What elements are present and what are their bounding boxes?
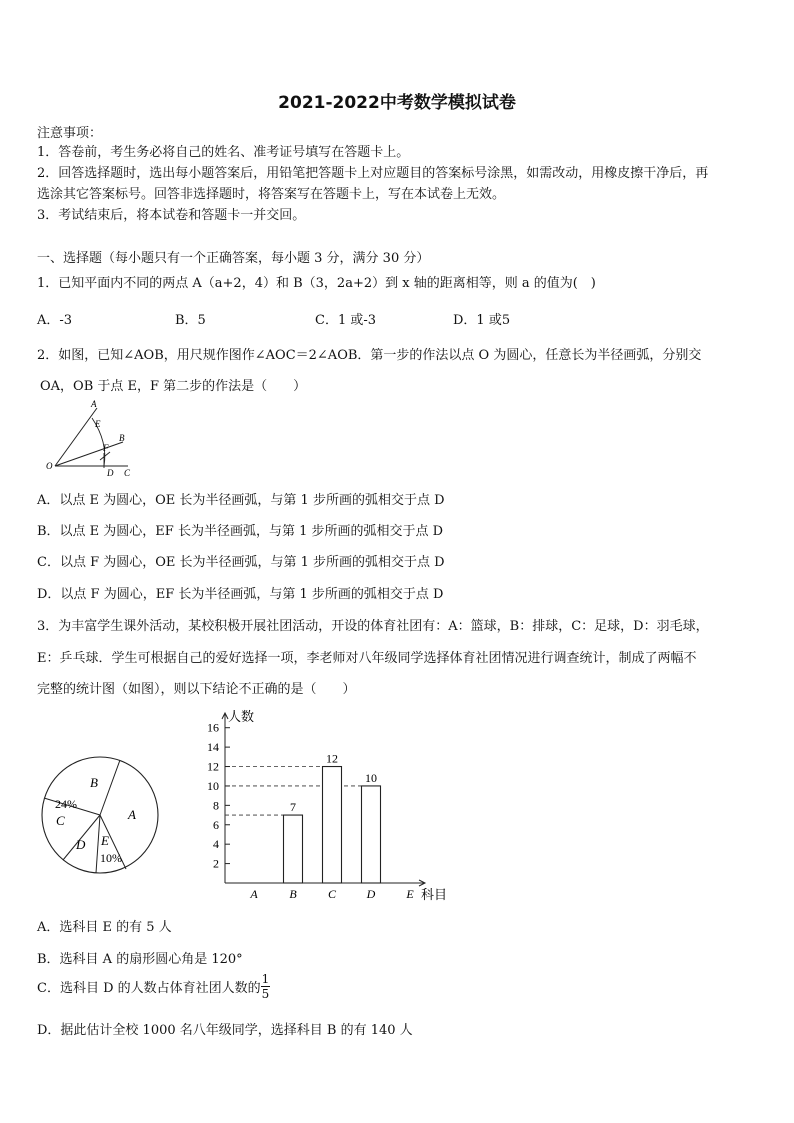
- q3-stem-line3: 完整的统计图（如图），则以下结论不正确的是（ ）: [37, 682, 356, 697]
- bar-D: [362, 786, 381, 883]
- pie-percent-e: 10%: [100, 851, 122, 865]
- y-tick-label: 8: [213, 798, 219, 813]
- y-tick-label: 14: [207, 740, 219, 755]
- y-tick-label: 10: [207, 778, 219, 793]
- q1-stem: 1．已知平面内不同的两点 A（a+2，4）和 B（3，2a+2）到 x 轴的距离相等，则 a 的值为( ): [37, 276, 596, 291]
- notice-item: 1．答卷前，考生务必将自己的姓名、准考证号填写在答题卡上。: [37, 145, 410, 160]
- q3-stem-line2: E：乒乓球．学生可根据自己的爱好选择一项，李老师对八年级同学选择体育社团情况进行调查统计，制成了两幅不: [37, 651, 697, 666]
- pie-chart: [38, 755, 168, 880]
- bar-value-label: 10: [365, 770, 377, 785]
- label-f: F: [103, 443, 109, 453]
- pie-label-a: A: [128, 807, 136, 822]
- label-e: E: [95, 419, 101, 429]
- page-title: 2021-2022中考数学模拟试卷: [278, 93, 516, 113]
- notice-item: 选涂其它答案标号。回答非选择题时，将答案写在答题卡上，写在本试卷上无效。: [37, 187, 506, 202]
- q3-option-c-text: C．选科目 D 的人数占体育社团人数的: [37, 981, 261, 996]
- x-tick-label: B: [289, 887, 297, 901]
- y-tick-label: 6: [213, 817, 219, 832]
- notice-item: 3．考试结束后，将本试卷和答题卡一并交回。: [37, 208, 306, 223]
- label-b: B: [119, 433, 125, 443]
- q2-option-d: D．以点 F 为圆心，EF 长为半径画弧，与第 1 步所画的弧相交于点 D: [37, 587, 444, 602]
- q2-stem-line2: OA，OB 于点 E，F 第二步的作法是（ ）: [40, 379, 307, 394]
- x-axis-title: 科目: [421, 887, 448, 902]
- section-heading: 一、选择题（每小题只有一个正确答案，每小题 3 分，满分 30 分）: [37, 251, 430, 266]
- ray-ob: [55, 442, 123, 466]
- ray-oa: [55, 408, 97, 466]
- pie-label-e: E: [101, 833, 109, 848]
- bar-value-label: 12: [326, 751, 338, 766]
- q3-option-a: A．选科目 E 的有 5 人: [37, 920, 172, 935]
- y-axis-title: 人数: [228, 709, 255, 724]
- angle-construction-figure: [40, 398, 140, 478]
- fraction-numerator: 1: [261, 972, 270, 986]
- q3-option-d: D．据此估计全校 1000 名八年级同学，选择科目 B 的有 140 人: [37, 1023, 413, 1038]
- notice-heading: 注意事项：: [37, 126, 103, 141]
- q1-option-c: C．1 或-3: [315, 313, 377, 328]
- q2-option-a: A．以点 E 为圆心，OE 长为半径画弧，与第 1 步所画的弧相交于点 D: [37, 493, 445, 508]
- pie-label-d: D: [76, 837, 86, 852]
- pie-percent-c: 24%: [55, 797, 77, 811]
- x-tick-label: A: [250, 887, 258, 901]
- pie-divider: [100, 760, 120, 815]
- q3-stem-line1: 3．为丰富学生课外活动，某校积极开展社团活动，开设的体育社团有：A：篮球，B：排球，C：足球，D：羽毛球，: [37, 619, 709, 634]
- y-tick-label: 12: [207, 759, 219, 774]
- pie-label-b: B: [90, 775, 98, 790]
- q3-option-c: [37, 972, 270, 1001]
- notice-item: 2．回答选择题时，选出每小题答案后，用铅笔把答题卡上对应题目的答案标号涂黑，如需改动，用橡皮擦干净后，再: [37, 166, 709, 181]
- q1-option-b: B．5: [175, 313, 206, 328]
- q2-option-b: B．以点 E 为圆心，EF 长为半径画弧，与第 1 步所画的弧相交于点 D: [37, 524, 444, 539]
- y-tick-label: 4: [213, 837, 219, 852]
- q1-option-d: D．1 或5: [453, 313, 511, 328]
- q2-option-c: C．以点 F 为圆心，OE 长为半径画弧，与第 1 步所画的弧相交于点 D: [37, 555, 445, 570]
- x-tick-label: E: [406, 887, 414, 901]
- y-tick-label: 2: [213, 856, 219, 871]
- x-tick-label: C: [327, 887, 337, 901]
- label-o: O: [46, 461, 53, 471]
- bar-B: [284, 815, 303, 883]
- y-tick-label: 16: [207, 720, 219, 735]
- x-tick-label: D: [366, 887, 376, 901]
- fraction-denominator: 5: [261, 987, 270, 1001]
- q1-option-a: A．-3: [37, 313, 73, 328]
- label-a: A: [91, 399, 97, 409]
- pie-label-c: C: [56, 813, 65, 828]
- fraction: [261, 972, 271, 1001]
- q3-option-b: B．选科目 A 的扇形圆心角是 120°: [37, 952, 243, 967]
- bar-C: [323, 767, 342, 883]
- label-c: C: [124, 468, 131, 478]
- bar-chart: [195, 703, 455, 903]
- bar-value-label: 7: [290, 800, 296, 815]
- q2-stem-line1: 2．如图，已知∠AOB，用尺规作图作∠AOC＝2∠AOB．第一步的作法以点 O 为圆心，任意长为半径画弧，分别交: [37, 348, 702, 363]
- label-d: D: [107, 468, 114, 478]
